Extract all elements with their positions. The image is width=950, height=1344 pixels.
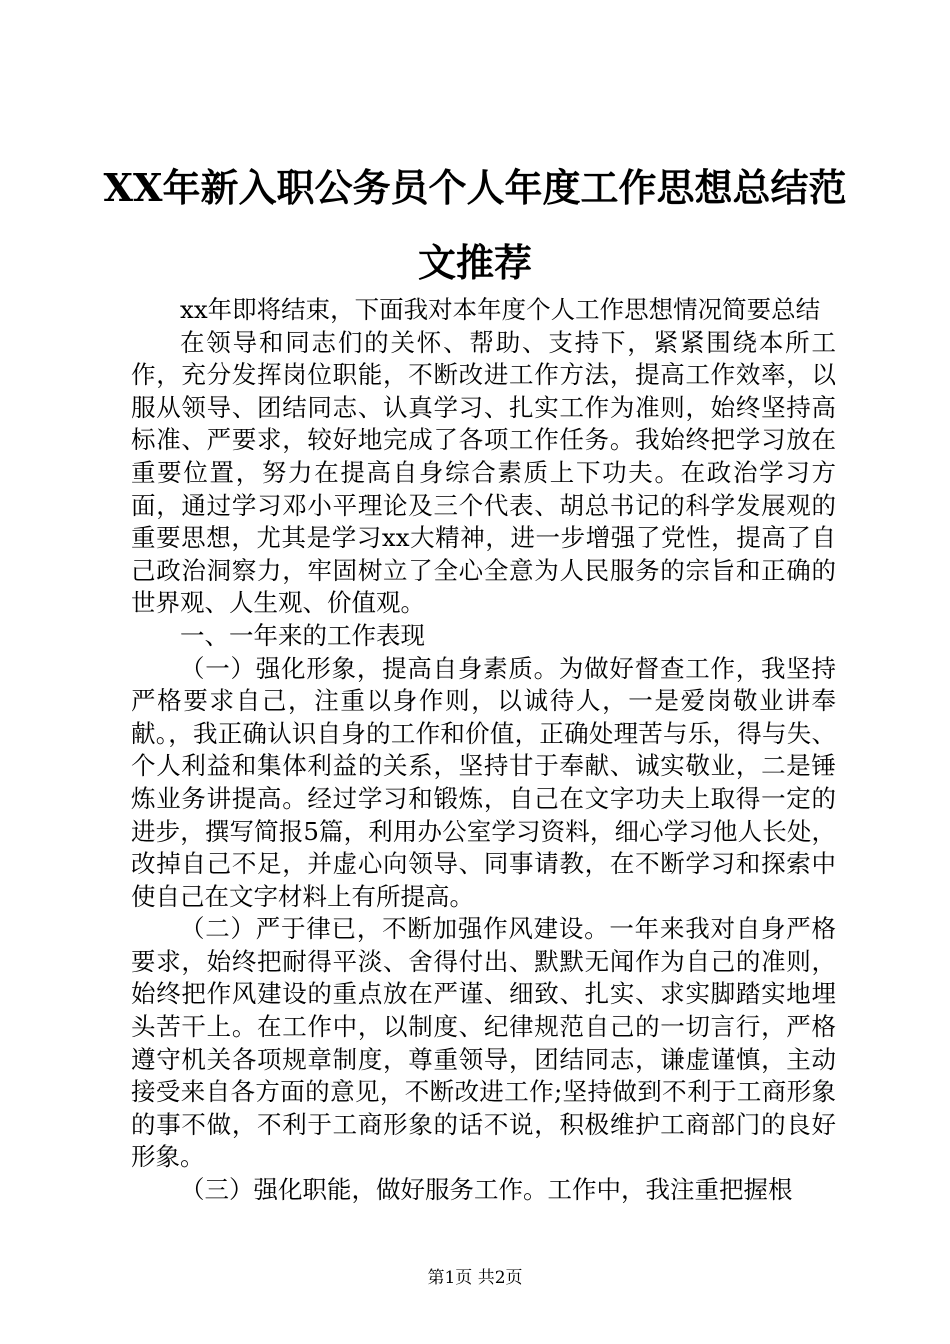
title-line-2: 文推荐 [417,240,532,285]
section-heading: 一、一年来的工作表现 [180,620,425,650]
title-line-1: XX年新入职公务员个人年度工作思想总结范 [103,165,847,210]
document-title [100,150,850,300]
document-body [131,294,836,1207]
page-footer: 第1页 共2页 [427,1268,523,1288]
paragraph-item-1: （一）强化形象，提高自身素质。为做好督查工作，我坚持严格要求自己，注重以身作则，以诚待人，一是爱岗敬业讲奉献。，我正确认识自身的工作和价值，正确处理苦与乐，得与失、个人利益和集体利益的关系，坚持甘于奉献、诚实敬业，二是锤炼业务讲提高。经过学习和锻炼，自己在文字功夫上取得一定的进步，撰写简报5篇，利用办公室学习资料，细心学习他人长处，改掉自己不足，并虚心向领导、同事请教，在不断学习和探索中使自己在文字材料上有所提高。 [131,653,836,911]
paragraph-item-2: （二）严于律已，不断加强作风建设。一年来我对自身严格要求，始终把耐得平淡、舍得付出、默默无闻作为自己的准则，始终把作风建设的重点放在严谨、细致、扎实、求实脚踏实地埋头苦干上。在工作中，以制度、纪律规范自己的一切言行，严格遵守机关各项规章制度，尊重领导，团结同志，谦虚谨慎，主动接受来自各方面的意见，不断改进工作;坚持做到不利于工商形象的事不做，不利于工商形象的话不说，积极维护工商部门的良好形象。 [131,914,836,1172]
paragraph-summary: 在领导和同志们的关怀、帮助、支持下，紧紧围绕本所工作，充分发挥岗位职能，不断改进工作方法，提高工作效率，以服从领导、团结同志、认真学习、扎实工作为准则，始终坚持高标准、严要求，较好地完成了各项工作任务。我始终把学习放在重要位置，努力在提高自身综合素质上下功夫。在政治学习方面，通过学习邓小平理论及三个代表、胡总书记的科学发展观的重要思想，尤其是学习xx大精神，进一步增强了党性，提高了自己政治洞察力，牢固树立了全心全意为人民服务的宗旨和正确的世界观、人生观、价值观。 [131,327,836,618]
paragraph-intro: xx年即将结束，下面我对本年度个人工作思想情况简要总结 [180,295,821,324]
paragraph-item-3: （三）强化职能，做好服务工作。工作中，我注重把握根 [180,1175,793,1205]
